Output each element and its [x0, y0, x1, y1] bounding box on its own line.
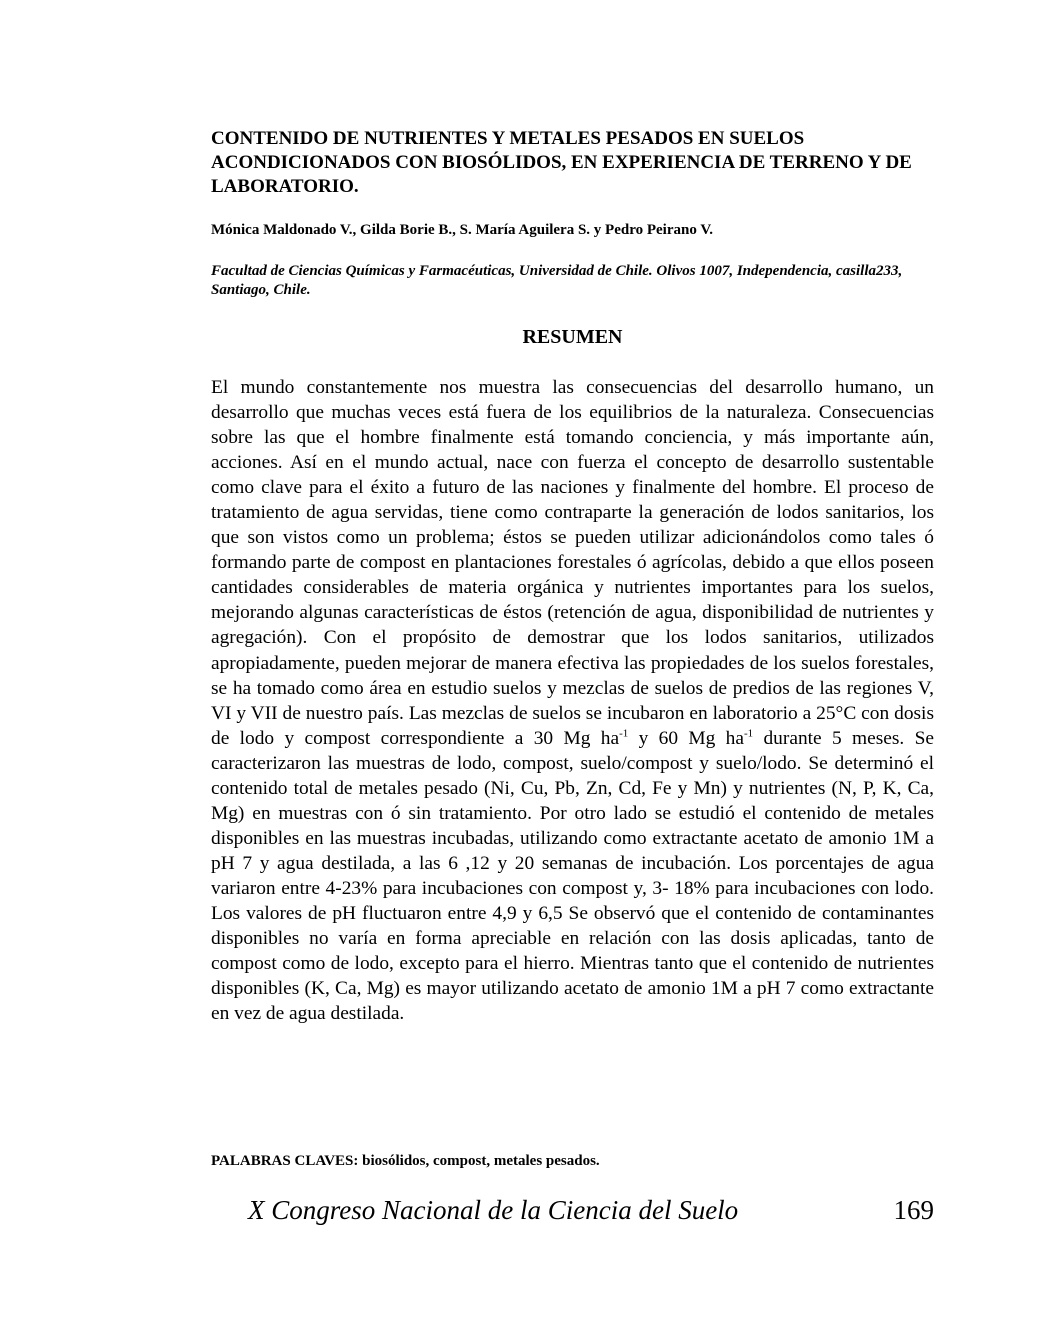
abstract-heading: RESUMEN: [522, 326, 623, 348]
conference-name: X Congreso Nacional de la Ciencia del Suelo: [248, 1195, 739, 1225]
abstract-text-2: y 60 Mg ha: [628, 727, 744, 749]
affiliation: Facultad de Ciencias Químicas y Farmacéuticas, Universidad de Chile. Olivos 1007, Independencia, casilla233, Santiago, Chile.: [211, 263, 903, 298]
authors-line: Mónica Maldonado V., Gilda Borie B., S. María Aguilera S. y Pedro Peirano V.: [211, 222, 713, 238]
abstract-text-1: El mundo constantemente nos muestra las consecuencias del desarrollo humano, un desarrollo que muchas veces está fuera de los equilibrios de la naturaleza. Consecuencias sobre las que el hombre finalmente está tomando conciencia, y más importante aún, acciones. Así en el mundo actual, nace con fuerza el concepto de desarrollo sustentable como clave para el éxito a futuro de las naciones y finalmente del hombre. El proceso de tratamiento de agua servidas, tiene como contraparte la generación de lodos sanitarios, los que son vistos como un problema; éstos se pueden utilizar adicionándolos como tales ó formando parte de compost en plantaciones forestales ó agrícolas, debido a que ellos poseen cantidades considerables de materia orgánica y nutrientes importantes para los suelos, mejorando algunas características de éstos (retención de agua, disponibilidad de nutrientes y agregación). Con el propósito de demostrar que los lodos sanitarios, utilizados apropiadamente, pueden mejorar de manera efectiva las propiedades de los suelos forestales, se ha tomado como área en estudio suelos y mezclas de suelos de predios de las regiones V, VI y VII de nuestro país. Las mezclas de suelos se incubaron en laboratorio a 25°C con dosis de lodo y compost correspondiente a 30 Mg ha: [211, 377, 934, 749]
keywords-value: biosólidos, compost, metales pesados.: [358, 1153, 600, 1169]
abstract-body: [211, 375, 934, 1026]
superscript-1: -1: [619, 727, 629, 740]
keywords: [211, 1153, 600, 1170]
superscript-2: -1: [743, 727, 754, 740]
page-number: 169: [893, 1195, 934, 1225]
paper-title: CONTENIDO DE NUTRIENTES Y METALES PESADOS EN SUELOS ACONDICIONADOS CON BIOSÓLIDOS, EN EXPERIENCIA DE TERRENO Y DE LABORATORIO.: [211, 128, 912, 197]
page-footer: [248, 1193, 934, 1227]
keywords-label: PALABRAS CLAVES:: [211, 1153, 359, 1169]
abstract-text-3: durante 5 meses. Se caracterizaron las muestras de lodo, compost, suelo/compost y suelo/lodo. Se determinó el contenido total de metales pesado (Ni, Cu, Pb, Zn, Cd, Fe y Mn) y nutrientes (N, P, K, Ca, Mg) en muestras con ó sin tratamiento. Por otro lado se estudió el contenido de metales disponibles en las muestras incubadas, utilizando como extractante acetato de amonio 1M a pH 7 y agua destilada, a las 6 ,12 y 20 semanas de incubación. Los porcentajes de agua variaron entre 4-23% para incubaciones con compost y, 3- 18% para incubaciones con lodo. Los valores de pH fluctuaron entre 4,9 y 6,5 Se observó que el contenido de contaminantes disponibles no varía en forma apreciable en relación con las dosis aplicadas, tanto de compost como de lodo, excepto para el hierro. Mientras tanto que el contenido de nutrientes disponibles (K, Ca, Mg) es mayor utilizando acetato de amonio 1M a pH 7 como extractante en vez de agua destilada.: [211, 727, 935, 1025]
